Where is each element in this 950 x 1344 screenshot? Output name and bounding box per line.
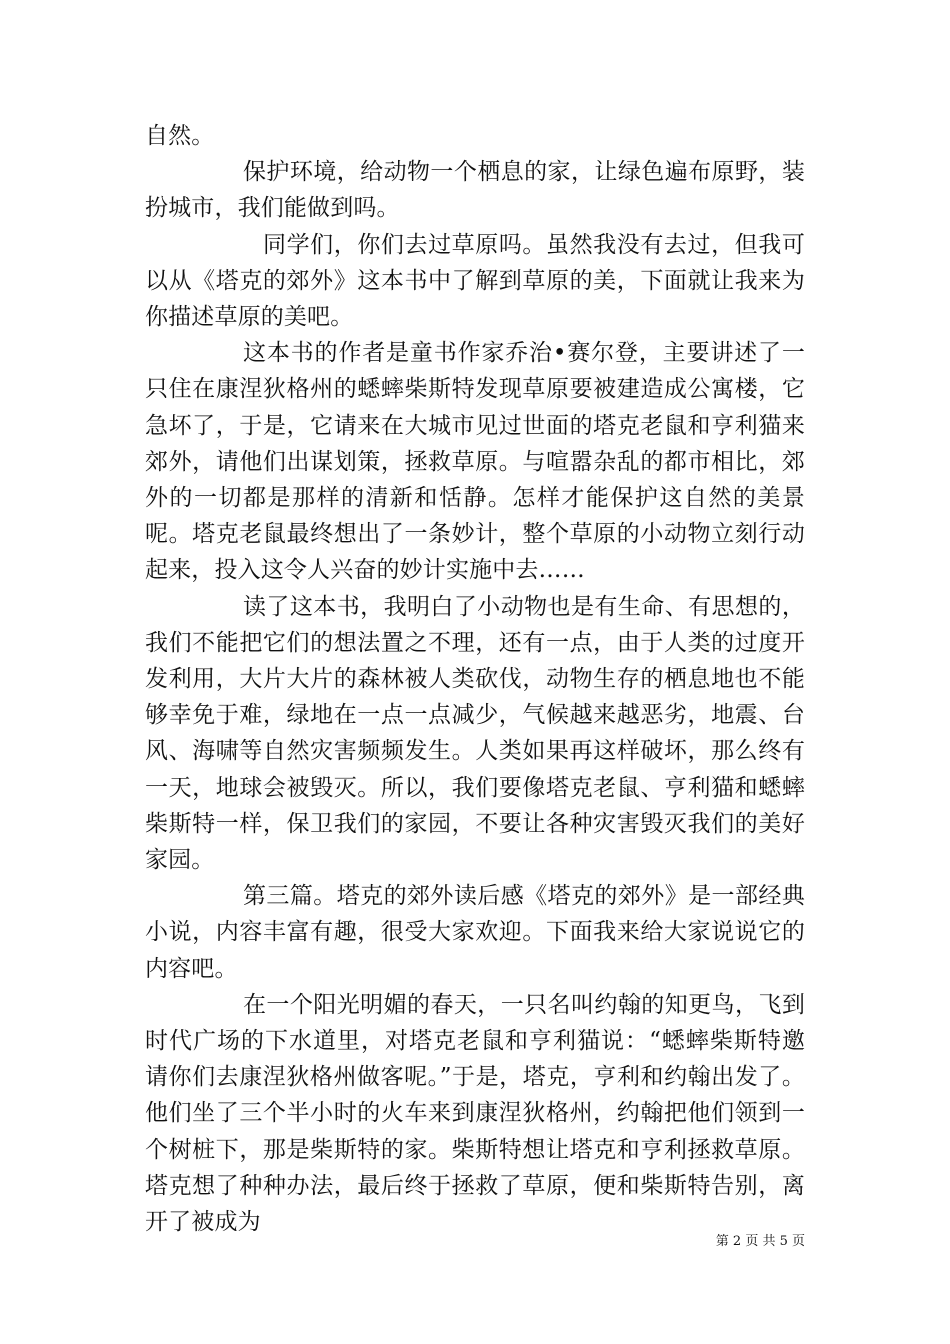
paragraph-6: 第三篇。塔克的郊外读后感《塔克的郊外》是一部经典小说，内容丰富有趣，很受大家欢迎。下面我来给大家说说它的内容吧。: [145, 883, 805, 982]
paragraph-2: 保护环境，给动物一个栖息的家，让绿色遍布原野，装扮城市，我们能做到吗。: [145, 159, 805, 222]
paragraph-5: 读了这本书，我明白了小动物也是有生命、有思想的，我们不能把它们的想法置之不理，还有一点，由于人类的过度开发利用，大片大片的森林被人类砍伐，动物生存的栖息地也不能够幸免于难，绿地在一点一点减少，气候越来越恶劣，地震、台风、海啸等自然灾害频频发生。人类如果再这样破坏，那么终有一天，地球会被毁灭。所以，我们要像塔克老鼠、亨利猫和蟋蟀柴斯特一样，保卫我们的家园，不要让各种灾害毁灭我们的美好家园。: [145, 593, 805, 874]
paragraph-1: 自然。: [145, 123, 215, 149]
body-text: [145, 118, 805, 1240]
page-number-footer: 第 2 页 共 5 页: [715, 1234, 805, 1249]
paragraph-3: 同学们，你们去过草原吗。虽然我没有去过，但我可以从《塔克的郊外》这本书中了解到草原的美，下面就让我来为你描述草原的美吧。: [145, 231, 805, 331]
paragraph-7: 在一个阳光明媚的春天，一只名叫约翰的知更鸟，飞到时代广场的下水道里，对塔克老鼠和亨利猫说：“蟋蟀柴斯特邀请你们去康涅狄格州做客呢。”于是，塔克，亨利和约翰出发了。他们坐了三个半小时的火车来到康涅狄格州，约翰把他们领到一个树桩下，那是柴斯特的家。柴斯特想让塔克和亨利拯救草原。塔克想了种种办法，最后终于拯救了草原，便和柴斯特告别，离开了被成为: [145, 991, 805, 1236]
paragraph-4: 这本书的作者是童书作家乔治•赛尔登，主要讲述了一只住在康涅狄格州的蟋蟀柴斯特发现草原要被建造成公寓楼，它急坏了，于是，它请来在大城市见过世面的塔克老鼠和亨利猫来郊外，请他们出谋划策，拯救草原。与喧嚣杂乱的都市相比，郊外的一切都是那样的清新和恬静。怎样才能保护这自然的美景呢。塔克老鼠最终想出了一条妙计，整个草原的小动物立刻行动起来，投入这令人兴奋的妙计实施中去……: [145, 340, 805, 584]
